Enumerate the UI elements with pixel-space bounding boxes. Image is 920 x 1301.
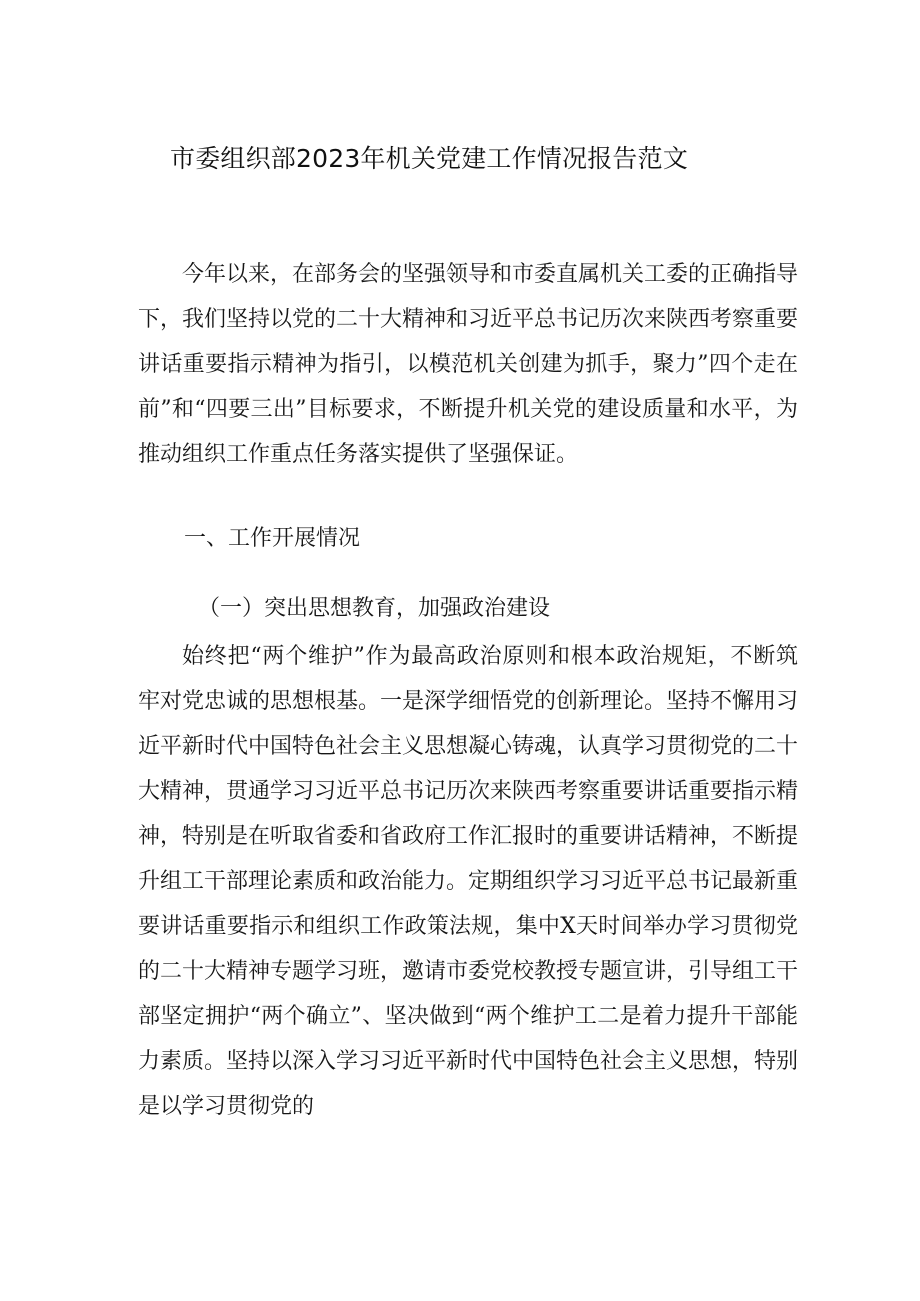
section-paragraph: 始终把“两个维护”作为最高政治原则和根本政治规矩，不断筑牢对党忠诚的思想根基。一是深学细悟党的创新理论。坚持不懈用习近平新时代中国特色社会主义思想凝心铸魂，认真学习贯彻党的二十大精神，贯通学习习近平总书记历次来陕西考察重要讲话重要指示精神，特别是在听取省委和省政府工作汇报时的重要讲话精神，不断提升组工干部理论素质和政治能力。定期组织学习习近平总书记最新重要讲话重要指示和组织工作政策法规，集中X天时间举办学习贯彻党的二十大精神专题学习班，邀请市委党校教授专题宣讲，引导组工干部坚定拥护“两个确立”、坚决做到“两个维护工二是着力提升干部能力素质。坚持以深入学习习近平新时代中国特色社会主义思想，特别是以学习贯彻党的 [138, 644, 799, 1119]
document-title: 市委组织部2023年机关党建工作情况报告范文 [170, 144, 689, 173]
subsection-heading: （一）突出思想教育，加强政治建设 [198, 596, 551, 621]
intro-paragraph: 今年以来，在部务会的坚强领导和市委直属机关工委的正确指导下，我们坚持以党的二十大精神和习近平总书记历次来陕西考察重要讲话重要指示精神为指引，以模范机关创建为抓手，聚力”四个走在前”和“四要三出”目标要求，不断提升机关党的建设质量和水平，为推动组织工作重点任务落实提供了坚强保证。 [138, 262, 799, 467]
section-heading: 一、工作开展情况 [184, 526, 361, 551]
